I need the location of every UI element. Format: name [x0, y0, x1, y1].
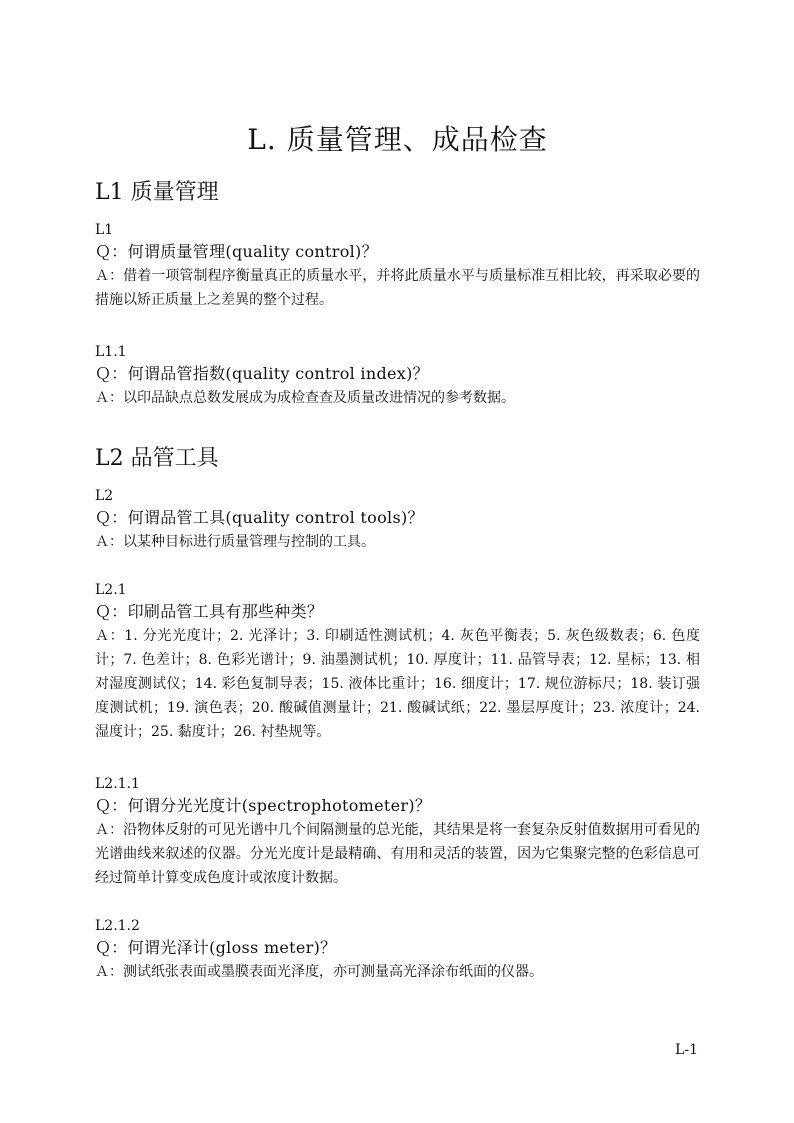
entry-code: L2 [95, 488, 114, 504]
entry-code: L2.1 [95, 582, 127, 598]
entry-code: L2.1.2 [95, 918, 140, 934]
entry-code: L1 [95, 222, 114, 238]
entry-question: Ｑ：印刷品管工具有那些种类？ [95, 602, 324, 621]
entry-answer: Ａ：测试纸张表面或墨膜表面光泽度，亦可测量高光泽涂布纸面的仪器。 [95, 964, 543, 980]
entry-answer: Ａ：沿物体反射的可见光谱中几个间隔测量的总光能，其结果是将一套复杂反射值数据用可看见的光谱曲线来叙述的仪器。分光光度计是最精确、有用和灵活的装置，因为它集聚完整的色彩信息可经过简单计算变成色度计或浓度计数据。 [95, 822, 700, 886]
entry-code: L1.1 [95, 344, 127, 360]
entry-question: Ｑ：何谓品管工具(quality control tools)？ [95, 508, 424, 527]
entry-answer: Ａ：以某种目标进行质量管理与控制的工具。 [95, 534, 375, 550]
entry-question: Ｑ：何谓光泽计(gloss meter)？ [95, 938, 337, 957]
qa-entry-l2-1-1 [95, 774, 700, 890]
entry-answer: Ａ：1. 分光光度计；2. 光泽计；3. 印刷适性测试机；4. 灰色平衡表；5. 灰色级数表；6. 色度计；7. 色差计；8. 色彩光谱计；9. 油墨测试机；10. 厚度计；11. 品管导表；12. 星标；13. 相对湿度测试仪；14. 彩色复制导表；15. 液体比重计；16. 细度计；17. 规位游标尺；18. 装订强度测试机；19. 演色表；20. 酸碱值测量计；21. 酸碱试纸；22. 墨层厚度计；23. 浓度计；24. 湿度计；25. 黏度计；26. 衬垫规等。 [95, 628, 700, 740]
qa-entry-l2-1-2 [95, 916, 700, 984]
entry-answer: Ａ：以印品缺点总数发展成为成检查查及质量改进情况的参考数据。 [95, 390, 515, 406]
qa-entry-l2 [95, 486, 700, 554]
page-title: L. 质量管理、成品检查 [247, 123, 548, 156]
entry-question: Ｑ：何谓分光光度计(spectrophotometer)？ [95, 796, 432, 815]
qa-entry-l2-1 [95, 580, 700, 744]
entry-question: Ｑ：何谓品管指数(quality control index)？ [95, 364, 429, 383]
entry-answer: Ａ：借着一项管制程序衡量真正的质量水平，并将此质量水平与质量标准互相比较，再采取必要的措施以矫正质量上之差異的整个过程。 [95, 268, 700, 308]
section-heading-l1: L1 质量管理 [95, 180, 219, 205]
qa-entry-l1-1 [95, 342, 700, 410]
page-number: L-1 [675, 1042, 698, 1058]
entry-question: Ｑ：何谓质量管理(quality control)？ [95, 242, 378, 261]
section-heading-l2: L2 品管工具 [95, 446, 219, 471]
qa-entry-l1 [95, 220, 700, 312]
entry-code: L2.1.1 [95, 776, 140, 792]
